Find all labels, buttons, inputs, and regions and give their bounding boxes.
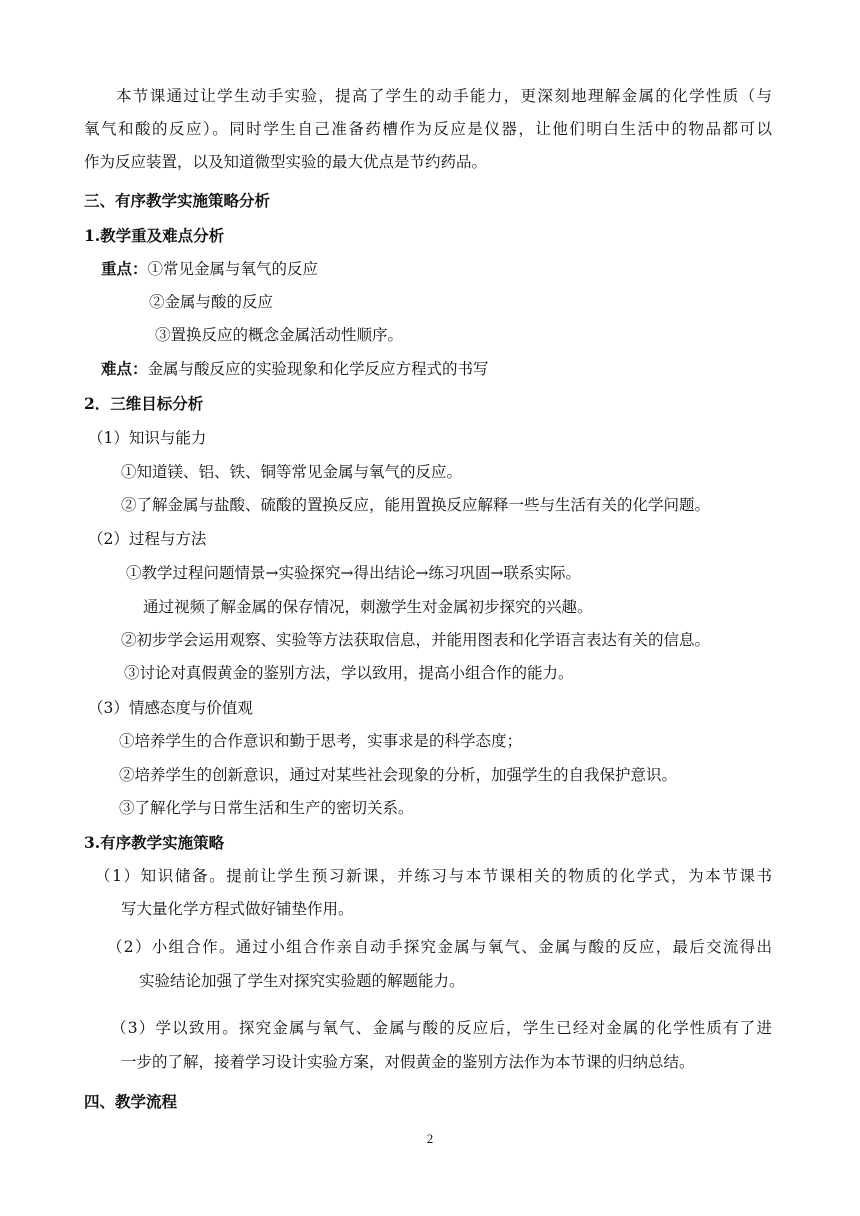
strategy-2-line-1: （2）小组合作。通过小组合作亲自动手探究金属与氧气、金属与酸的反应，最后交流得出 [107, 938, 772, 956]
goal-part-3-item-2: ②培养学生的创新意识，通过对某些社会现象的分析，加强学生的自我保护意识。 [119, 766, 678, 784]
goal-part-1-item-2: ②了解金属与盐酸、硫酸的置换反应，能用置换反应解释一些与生活有关的化学问题。 [121, 496, 711, 514]
key-points-line-1 [101, 259, 318, 279]
strategy-1-line-1: （1）知识储备。提前让学生预习新课，并练习与本节课相关的物质的化学式，为本节课书 [95, 867, 772, 885]
key-point-item-2: ②金属与酸的反应 [149, 293, 274, 311]
goal-part-1-heading: （1）知识与能力 [88, 429, 207, 447]
subsection-2-heading: 2．三维目标分析 [84, 394, 204, 413]
goal-part-3-item-3: ③了解化学与日常生活和生产的密切关系。 [119, 799, 414, 817]
intro-line-2: 氧气和酸的反应）。同时学生自己准备药槽作为反应是仪器，让他们明白生活中的物品都可以 [84, 120, 772, 138]
subsection-3-heading: 3.有序教学实施策略 [84, 833, 225, 852]
goal-part-2-item-1: ①教学过程问题情景→实验探究→得出结论→练习巩固→联系实际。 [126, 564, 581, 582]
strategy-3-line-1: （3）学以致用。探究金属与氧气、金属与酸的反应后，学生已经对金属的化学性质有了进 [111, 1019, 772, 1037]
key-points-label: 重点： [101, 259, 148, 278]
goal-part-2-item-2: 通过视频了解金属的保存情况，刺激学生对金属初步探究的兴趣。 [143, 598, 593, 616]
page-number: 2 [426, 1131, 434, 1146]
goal-part-1-item-1: ①知道镁、铝、铁、铜等常见金属与氧气的反应。 [121, 463, 463, 481]
goal-part-2-item-4: ③讨论对真假黄金的鉴别方法，学以致用，提高小组合作的能力。 [124, 664, 574, 682]
goal-part-3-heading: （3）情感态度与价值观 [88, 699, 253, 717]
strategy-1-line-2: 写大量化学方程式做好铺垫作用。 [121, 900, 354, 918]
section-4-heading: 四、教学流程 [84, 1092, 178, 1111]
goal-part-2-item-3: ②初步学会运用观察、实验等方法获取信息，并能用图表和化学语言表达有关的信息。 [121, 631, 711, 649]
goal-part-3-item-1: ①培养学生的合作意识和勤于思考，实事求是的科学态度； [119, 732, 523, 750]
difficult-points-label: 难点： [101, 359, 148, 378]
strategy-3-line-2: 一步的了解，接着学习设计实验方案，对假黄金的鉴别方法作为本节课的归纳总结。 [121, 1053, 695, 1071]
intro-line-3: 作为反应装置，以及知道微型实验的最大优点是节约药品。 [84, 153, 488, 171]
goal-part-2-heading: （2）过程与方法 [88, 530, 207, 548]
key-point-item-1: ①常见金属与氧气的反应 [147, 260, 319, 278]
subsection-1-heading: 1.教学重及难点分析 [84, 226, 225, 245]
key-point-item-3: ③置换反应的概念金属活动性顺序。 [155, 326, 404, 344]
difficult-points-text: 金属与酸反应的实验现象和化学反应方程式的书写 [147, 360, 489, 378]
section-3-heading: 三、有序教学实施策略分析 [84, 191, 271, 210]
intro-line-1: 本节课通过让学生动手实验，提高了学生的动手能力，更深刻地理解金属的化学性质（与 [116, 87, 772, 105]
strategy-2-line-2: 实验结论加强了学生对探究实验题的解题能力。 [139, 972, 465, 990]
difficult-points-line [101, 359, 489, 379]
